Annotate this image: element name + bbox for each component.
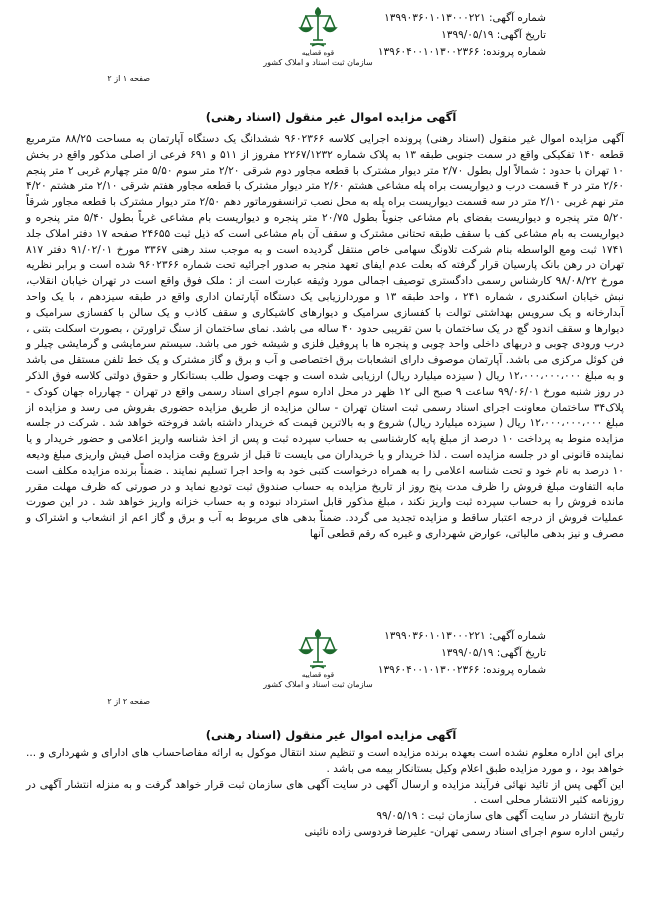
judiciary-emblem (262, 628, 374, 690)
notice-paragraph: آگهی مزایده اموال غیر منقول (اسناد رهنی) پرونده اجرایی کلاسه ۹۶۰۲۳۶۶ ششدانگ یک دستگاه آپارتمان به مساحت ۸۸/۲۵ مترمربع قطعه ۱۴۰ تفکیکی واقع در سمت جنوبی طبقه ۱۳ به پلاک شماره ۲۲۶۷/۱۲۳۲ مفروز از ۵۱۱ و ۶۹۱ فرعی از اصلی مذکور واقع در بخش ۱۰ تهران با حدود : شمالاً اول بطول ۲/۷۰ متر دیوار مشترک با قطعه مجاور دوم شرقی ۲/۲۰ متر سوم ۵/۵۰ متر چهارم غربی ۲ متر پنجم ۲/۶۰ متر در ۴ قسمت درب و دیواریست براه پله مشاعی هشتم ۲/۶۰ متر دیوار مشترک با قطعه مجاور هفتم شرقی ۲/۱۰ متر هشتم ۴/۲۰ متر نهم غربی ۲/۱۰ متر در سه قسمت دیواریست براه پله به محل نصب ترانسفورماتور دهم ۲/۵۰ متر دیوار مشترک با قطعه مجاور شرقاً ۵/۲۰ متر پنجره و دیواریست بفضای بام مشاعی جنوباً بطول ۲۰/۷۵ متر پنجره و دیواریست بام مشاعی غرباً بطول ۵/۴۰ متر پنجره و دیواریست به بام مشاعی کف با سقف طبقه تحتانی مشترک و سقف آن بام مشاعی است که ذیل ثبت ۲۴۶۵۵ صفحه ۱۷ دفتر املاک جلد ۱۷۴۱ ثبت ومع الواسطه بنام شرکت تلاونگ سهامی خاص منتقل گردیده است و به موجب سند رهنی ۳۳۶۷ مورخ ۹۱/۰۲/۰۱ دفتر ۸۱۷ تهران در رهن بانک پارسیان قرار گرفته که بعلت عدم ایفای تعهد منجر به صدور اجرائیه تحت شماره ۹۶۰۲۳۶۶ شده است و برابر نظریه مورخ ۹۸/۰۸/۲۲ کارشناس رسمی دادگستری توصیف اجمالی مورد وثیقه عبارت است از : ملک فوق واقع است در تهران خیابان انقلاب، نبش خیابان اسکندری ، شماره ۲۴۱ ، واحد طبقه ۱۳ و موردارزیابی یک دستگاه آپارتمان اداری واقع در طبقه سیزدهم ، با یک واحد آبدارخانه و یک سرویس بهداشتی توالت با کفسازی سرامیک و دیوارهای کاشیکاری و سقف کاذب و یک سالن با کفسازی سرامیک و دیوارها و سقف اندود گچ در یک ساختمان با سن تقریبی حدود ۴۰ ساله می باشد. نمای ساختمان از سنگ تراورتن ، بصورت اسکلت بتنی ، درب ورودی چوبی و دربهای داخلی واحد چوبی و پنجره ها با پروفیل فلزی و شیشه خور می باشد. سیستم سرمایشی و گرمایشی چیلر و فن کوئل مرکزی می باشد. آپارتمان موصوف دارای انشعابات برق اختصاصی و آب و برق و گاز مشترک و یک خط تلفن مستقل می باشد و به مبلغ ۱۲،۰۰۰،۰۰۰،۰۰۰ ریال ( سیزده میلیارد ریال) ارزیابی شده است و جهت وصول طلب بستانکار و حقوق دولتی کلاسه فوق الذکر در روز شنبه مورخ ۹۹/۰۶/۰۱ ساعت ۹ صبح الی ۱۲ ظهر در محل اداره سوم اجرای اسناد رسمی واقع در تهران - چهارراه جهان کودک - پلاک۳۴ ساختمان معاونت اجرای اسناد رسمی ثبت استان تهران - سالن مزایده از طریق مزایده حضوری بفروش می رسد و مزایده از مبلغ ۱۲،۰۰۰،۰۰۰،۰۰۰ ریال ( سیزده میلیارد ریال) شروع و به بالاترین قیمت که خریدار داشته باشد فروخته خواهد شد . شرکت در جلسه مزایده منوط به پرداخت ۱۰ درصد از مبلغ پایه کارشناسی به حساب سپرده ثبت و پس از اخذ شناسه واریز اعلامی و حضور خریدار و یا نماینده قانونی او در جلسه مزایده است . لذا خریدار و یا خریداران می بایست تا قبل از شروع وقت مزایده اصل فیش واریزی مبلغ ودیعه ۱۰ درصد به نام خود و تحت شناسه اعلامی را به همراه درخواست کتبی خود به واحد اجرا تسلیم نمایند . ضمناً برنده مزایده مکلف است مابه التفاوت مبلغ فروش را ظرف مدت پنج روز از تاریخ مزایده به حساب صندوق ثبت تودیع نماید و در صورتی که ظرف مهلت مقرر مانده فروش را به حساب سپرده ثبت واریز نکند ، مبلغ مذکور قابل استرداد نبوده و به حساب خزانه واریز خواهد شد . در این صورت عملیات فروش از درجه اعتبار ساقط و مزایده تجدید می گردد. ضمناً بدهی های مربوط به آب و برق و گاز اعم از انشعاب و اشتراک و مصرف و نیز بدهی مالیاتی، عوارض شهرداری و غیره که رقم قطعی آنها (26, 133, 625, 540)
file-number: شماره پرونده: ۱۳۹۶۰۴۰۰۱۰۱۳۰۰۲۳۶۶ (377, 46, 546, 58)
organization-name: سازمان ثبت اسناد و املاک کشور (263, 680, 373, 689)
scales-of-justice-icon (298, 6, 338, 48)
file-number: شماره پرونده: ۱۳۹۶۰۴۰۰۱۰۱۳۰۰۲۳۶۶ (377, 664, 546, 676)
notice-title: آگهی مزایده اموال غیر منقول (اسناد رهنی) (205, 110, 457, 124)
notice-number: شماره آگهی: ۱۳۹۹۰۳۶۰۱۰۱۳۰۰۰۲۲۱ (384, 630, 546, 642)
notice-date: تاریخ آگهی: ۱۳۹۹/۰۵/۱۹ (441, 29, 546, 41)
notice-title: آگهی مزایده اموال غیر منقول (اسناد رهنی) (205, 728, 457, 742)
notice-meta (378, 628, 546, 679)
publication-date: تاریخ انتشار در سایت آگهی های سازمان ثبت : ۹۹/۰۵/۱۹ (376, 810, 624, 823)
notice-paragraph: این آگهی پس از تائید نهائی فرآیند مزایده و ارسال آگهی در سایت آگهی های سازمان ثبت قرار خواهد گرفت و به منزله انتشار آگهی در روزنامه کثیر الانتشار محلی است . (26, 778, 624, 807)
page-number: صفحه ۲ از ۲ (107, 697, 150, 706)
notice-meta (378, 10, 546, 61)
notice-date: تاریخ آگهی: ۱۳۹۹/۰۵/۱۹ (441, 647, 546, 659)
judiciary-emblem (262, 6, 374, 68)
notice-sheet-2 (0, 628, 662, 898)
notice-body (26, 746, 624, 841)
judiciary-label: قوه قضاییه (301, 671, 335, 679)
signature-line: رئیس اداره سوم اجرای اسناد رسمی تهران- علیرضا فردوسی زاده نائینی (304, 825, 624, 838)
notice-body (26, 132, 624, 543)
page-number: صفحه ۱ از ۲ (107, 74, 150, 83)
notice-paragraph: برای این اداره معلوم نشده است بعهده برنده مزایده است و تنظیم سند انتقال موکول به ارائه مفاصاحساب های ادارای و شهرداری و ... خواهد بود ، و مورد مزایده طبق اعلام وکیل بستانکار بیمه می باشد . (26, 747, 624, 775)
organization-name: سازمان ثبت اسناد و املاک کشور (263, 58, 373, 67)
judiciary-label: قوه قضاییه (301, 49, 335, 57)
notice-number: شماره آگهی: ۱۳۹۹۰۳۶۰۱۰۱۳۰۰۰۲۲۱ (384, 12, 546, 24)
scales-of-justice-icon (298, 628, 338, 670)
